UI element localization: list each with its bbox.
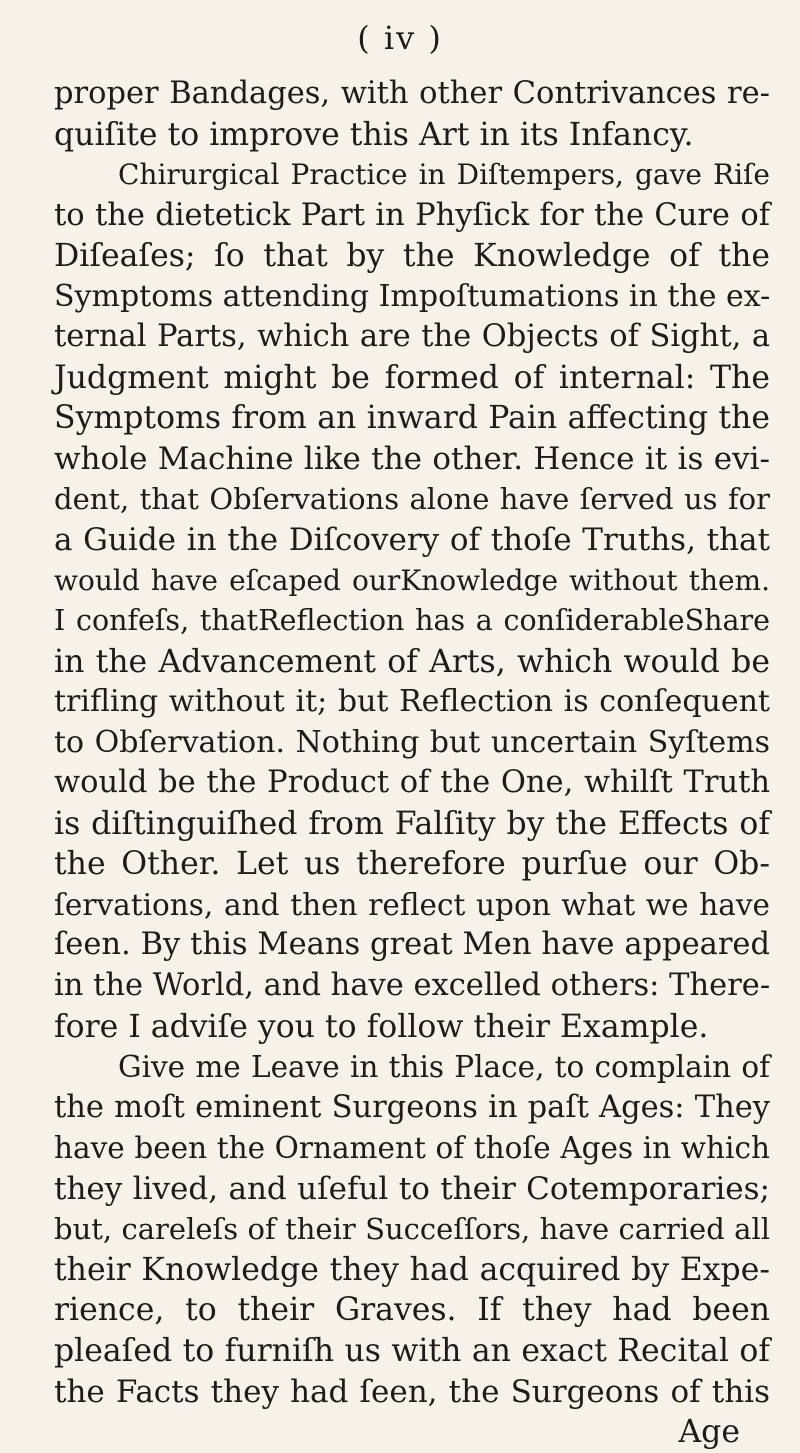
text-line: the Other. Let us therefore purſue our Ob-: [54, 846, 770, 883]
text-line: rience, to their Graves. If they had been: [54, 1292, 770, 1329]
text-line: they lived, and uſeful to their Cotemporaries;: [54, 1170, 770, 1207]
text-line: their Knowledge they had acquired by Expe-: [54, 1251, 770, 1288]
text-line: would have eſcaped ourKnowledge without them.: [54, 563, 770, 597]
text-line: quiſite to improve this Art in its Infancy.: [54, 116, 694, 153]
text-line: the Facts they had ſeen, the Surgeons of this: [54, 1373, 770, 1410]
body-text: [54, 74, 770, 1453]
text-line: ſeen. By this Means great Men have appeared: [54, 927, 770, 963]
text-line: Symptoms attending Impoſtumations in the ex-: [54, 278, 771, 314]
text-line: Chirurgical Practice in Diſtempers, gave Riſe: [118, 158, 770, 192]
text-line: Give me Leave in this Place, to complain of: [118, 1050, 770, 1085]
text-line: is diſtinguiſhed from Falſity by the Effects of: [54, 805, 770, 842]
text-line: Diſeaſes; ſo that by the Knowledge of the: [54, 238, 770, 275]
text-line: fore I adviſe you to follow their Example.: [54, 1008, 709, 1045]
text-line: a Guide in the Diſcovery of thoſe Truths, that: [54, 522, 770, 559]
text-line: have been the Ornament of thoſe Ages in which: [54, 1131, 770, 1166]
text-line: proper Bandages, with other Contrivances re-: [54, 76, 770, 111]
text-line: whole Machine like the other. Hence it is evi-: [54, 440, 770, 477]
text-line: Judgment might be formed of internal: The: [54, 359, 770, 396]
page-number: ( iv ): [357, 19, 443, 57]
text-line: dent, that Obſervations alone have ſerved us for: [54, 482, 770, 517]
text-line: Symptoms from an inward Pain affecting the: [54, 400, 770, 437]
text-line: would be the Product of the One, whilſt Truth: [54, 765, 770, 801]
text-line: the moſt eminent Surgeons in paſt Ages: They: [54, 1089, 770, 1125]
text-line: in the Advancement of Arts, which would be: [54, 643, 770, 680]
text-line: ſervations, and then reflect upon what we have: [54, 887, 770, 922]
text-line: in the World, and have excelled others: There-: [54, 968, 771, 1004]
text-line: but, careleſs of their Succeſſors, have carried all: [54, 1212, 770, 1247]
catchword: Age: [678, 1414, 740, 1451]
text-line: I confeſs, thatReflection has a conſiderableShare: [54, 604, 770, 638]
text-line: to Obſervation. Nothing but uncertain Syſtems: [54, 724, 770, 760]
text-line: to the dietetick Part in Phyſick for the Cure of: [54, 197, 770, 233]
text-line: pleaſed to furniſh us with an exact Recital of: [54, 1332, 770, 1369]
text-line: ternal Parts, which are the Objects of Sight, a: [54, 319, 770, 355]
text-line: trifling without it; but Reflection is conſequent: [54, 684, 770, 720]
